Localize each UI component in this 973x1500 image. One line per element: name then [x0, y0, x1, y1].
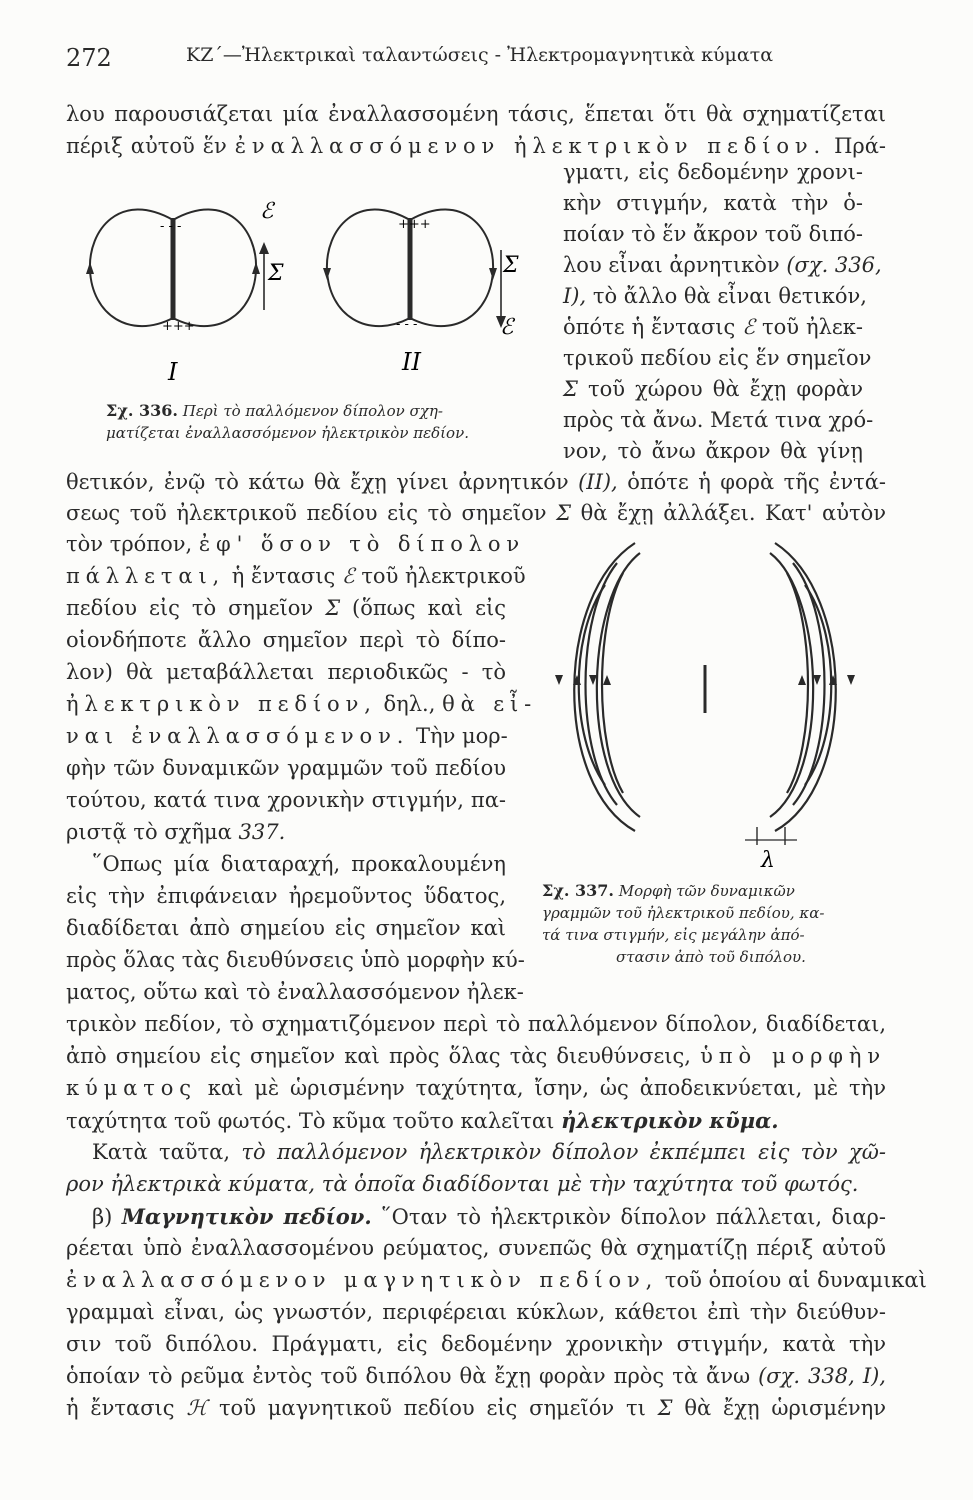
text-span: Τὴν μορ-: [415, 724, 508, 748]
text-line: λου παρουσιάζεται μία ἐναλλασσομένη τάσις, ἕπεται ὅτι θὰ σχηματίζεται: [66, 102, 886, 126]
text-span: καὶ μὲ ὡρισμένην ταχύτητα, ἴσην, ὡς ἀποδεικνύεται, μὲ τὴν: [207, 1076, 886, 1100]
text-line: [66, 1046, 886, 1067]
text-span: δηλ.,: [383, 692, 436, 716]
text-line: τρικὸν πεδίον, τὸ σχηματιζόμενον περὶ τὸ παλλόμενον δίπολον, διαδίδεται,: [66, 1012, 886, 1036]
text-line: [66, 598, 506, 619]
plus-charge-label: +++: [398, 217, 431, 232]
emphasis-text: ἠλεκτρικὸν πεδίον,: [66, 692, 377, 716]
text-span: θετικόν, ἐνῷ τὸ κάτω θὰ ἔχῃ γίνει ἀρνητικόν: [66, 470, 569, 494]
text-span: ῞Οταν τὸ ἠλεκτρικὸν δίπολον πάλλεται, διαρ-: [381, 1205, 886, 1229]
text-line: [66, 472, 886, 493]
text-span: τὸ ἄλλο θὰ εἶναι θετικόν,: [592, 284, 867, 308]
text-span: ὁπότε ἡ ἔντασις: [563, 315, 736, 339]
text-line: γματι, εἰς δεδομένην χρονι-: [563, 160, 863, 184]
text-span: Κατὰ ταῦτα,: [92, 1140, 231, 1164]
symbol-sigma: Σ: [556, 501, 572, 525]
arrow-head-down-icon: [323, 268, 331, 280]
text-line: ρον ἠλεκτρικὰ κύματα, τὰ ὁποῖα διαδίδονται μὲ τὴν ταχύτητα τοῦ φωτός.: [66, 1172, 859, 1196]
arrow-head-up-icon: [603, 675, 611, 685]
field-line-right-I: [173, 210, 256, 327]
text-span: ὁπότε ἡ φορὰ τῆς ἐντά-: [627, 470, 886, 494]
emphasis-text: ἐφ' ὅσον τὸ δίπολον: [198, 532, 526, 556]
emphasis-text: ὑπὸ μορφὴν: [700, 1044, 886, 1068]
symbol-e: ℰ: [341, 564, 355, 588]
caption-text: ματίζεται ἐναλλασσόμενον ἠλεκτρικὸν πεδίον.: [106, 424, 469, 442]
arrow-head-down-icon: [847, 675, 855, 685]
arrow-head-up-icon: [252, 262, 260, 274]
caption-text: γραμμῶν τοῦ ἠλεκτρικοῦ πεδίου, κα-: [542, 904, 825, 922]
emphasis-text: ἐναλλασσόμενον μαγνητικὸν πεδίον,: [66, 1268, 659, 1292]
text-line: διαδίδεται ἀπὸ σημείου εἰς σημεῖον καὶ: [66, 916, 506, 940]
diagram-label-I: I: [168, 358, 178, 386]
field-line-arc-right: [770, 553, 813, 817]
figure-reference: (II),: [578, 470, 618, 494]
text-span: θὰ ἔχῃ ἀλλάξει. Κατ' αὐτὸν: [580, 501, 886, 525]
diagram-label-II: II: [402, 348, 421, 376]
figure-336-diagram: [80, 190, 540, 410]
emphasis-text: ναι ἐναλλασσόμενον.: [66, 724, 410, 748]
figure-336-caption: [106, 400, 443, 422]
italic-text: τὸ παλλόμενον ἠλεκτρικὸν δίπολον ἐκπέμπει εἰς τὸν χῶ-: [241, 1140, 886, 1164]
minus-charge-label: - - -: [396, 317, 418, 332]
bold-term: Μαγνητικὸν πεδίον.: [121, 1204, 372, 1229]
text-line: [92, 1142, 886, 1163]
symbol-sigma: Σ: [268, 261, 284, 286]
text-span: τὸν τρόπον,: [66, 532, 193, 556]
bold-term: ἠλεκτρικὸν κῦμα.: [561, 1108, 779, 1133]
text-span: ὁποίαν τὸ ρεῦμα ἐντὸς τοῦ διπόλου θὰ ἔχῃ φορὰν πρὸς τὰ ἄνω: [66, 1364, 751, 1388]
caption-text: Μορφὴ τῶν δυναμικῶν: [618, 882, 795, 900]
text-line: [563, 379, 863, 400]
text-line: [563, 284, 867, 308]
text-line: σιν τοῦ διπόλου. Πράγματι, εἰς δεδομένην χρονικὴν στιγμήν, κατὰ τὴν: [66, 1332, 886, 1356]
text-span: (ὅπως καὶ εἰς: [352, 596, 506, 620]
text-line: ῞Οπως μία διαταραχή, προκαλουμένη: [92, 852, 506, 876]
text-line: [66, 1268, 927, 1292]
figure-337-caption: [542, 880, 795, 902]
text-line: ματος, οὕτω καὶ τὸ ἐναλλασσόμενον ἠλεκ-: [66, 980, 524, 1004]
caption-number: Σχ. 337.: [542, 881, 614, 900]
figure-reference: (σχ. 336,: [786, 253, 882, 277]
caption-number: Σχ. 336.: [106, 401, 178, 420]
text-span: ταχύτητα τοῦ φωτός. Τὸ κῦμα τοῦτο καλεῖται: [66, 1109, 555, 1133]
text-line: πρὸς ὅλας τὰς διευθύνσεις ὑπὸ μορφὴν κύ-: [66, 948, 525, 972]
symbol-sigma: Σ: [503, 253, 519, 278]
text-span: β): [92, 1205, 113, 1229]
text-line: τούτου, κατά τινα χρονικὴν στιγμήν, πα-: [66, 788, 506, 812]
symbol-e: ℰ: [260, 199, 274, 224]
text-line: [66, 1110, 779, 1132]
text-span: Πρά-: [834, 134, 886, 158]
symbol-h: ℋ: [186, 1396, 208, 1420]
emphasis-text: θὰ εἶ-: [442, 692, 538, 716]
text-span: τοῦ ἠλεκ-: [761, 315, 863, 339]
text-line: [66, 532, 526, 556]
emphasis-text: πάλλεται,: [66, 564, 226, 588]
arrow-head-up-icon: [86, 262, 94, 274]
arrow-head-up-icon: [798, 675, 806, 685]
running-title: ΚΖ΄—Ἠλεκτρικαὶ ταλαντώσεις - Ἠλεκτρομαγνητικὰ κύματα: [186, 44, 774, 66]
text-span: τοῦ ἠλεκτρικοῦ: [361, 564, 526, 588]
text-line: [66, 726, 506, 747]
text-line: νον, τὸ ἄνω ἄκρον θὰ γίνῃ: [563, 439, 863, 463]
text-line: [66, 1366, 886, 1387]
text-line: [66, 1078, 886, 1099]
figure-337-diagram: [545, 535, 885, 875]
symbol-e: ℰ: [742, 315, 755, 339]
text-line: ρέεται ὑπὸ ἐναλλασσομένου ρεύματος, συνεπῶς θὰ σχηματίζῃ πέριξ αὐτοῦ: [66, 1236, 886, 1260]
text-span: ἡ ἔντασις: [231, 564, 336, 588]
caption-text: Περὶ τὸ παλλόμενον δίπολον σχη-: [182, 402, 443, 420]
text-line: ποίαν τὸ ἕν ἄκρον τοῦ διπό-: [563, 222, 863, 246]
text-line: γραμμαὶ εἶναι, ὡς γνωστόν, περιφέρειαι κύκλων, κάθετοι ἐπὶ τὴν διεύθυν-: [66, 1300, 886, 1324]
text-line: [563, 253, 882, 277]
figure-reference: I),: [563, 284, 587, 308]
caption-text: τά τινα στιγμήν, εἰς μεγάλην ἀπό-: [542, 926, 805, 944]
text-span: πεδίου εἰς τὸ σημεῖον: [66, 596, 314, 620]
arrow-head-down-icon: [489, 268, 497, 280]
emphasis-text: ἐναλλασσόμενον ἠλεκτρικὸν πεδίον.: [234, 134, 827, 158]
text-line: εἰς τὴν ἐπιφάνειαν ἠρεμοῦντος ὕδατος,: [66, 884, 506, 908]
page-number: 272: [66, 44, 112, 72]
minus-charge-label: - - -: [160, 219, 182, 234]
text-line: [66, 1398, 886, 1419]
text-line: [563, 317, 863, 338]
symbol-sigma: Σ: [325, 596, 341, 620]
text-span: τοῦ χώρου θὰ ἔχῃ φορὰν: [587, 377, 863, 401]
figure-reference: (σχ. 338, I),: [758, 1364, 886, 1388]
text-line: [92, 1206, 886, 1228]
symbol-e: ℰ: [500, 315, 514, 340]
text-line: πρὸς τὰ ἄνω. Μετά τινα χρό-: [563, 408, 874, 432]
arrow-head-down-icon: [555, 675, 563, 685]
plus-charge-label: +++: [162, 319, 195, 334]
text-span: θὰ ἔχῃ ὡρισμένην: [684, 1396, 887, 1420]
text-span: ἡ ἔντασις: [66, 1396, 175, 1420]
emphasis-text: κύματος: [66, 1076, 197, 1100]
text-line: [66, 564, 526, 588]
wavelength-label: λ: [761, 848, 775, 873]
text-line: λον) θὰ μεταβάλλεται περιοδικῶς - τὸ: [66, 660, 506, 684]
symbol-sigma: Σ: [563, 377, 578, 401]
text-line: [66, 692, 538, 716]
text-span: τοῦ ὁποίου αἱ δυναμικαὶ: [664, 1268, 927, 1292]
text-span: ριστᾷ τὸ σχῆμα: [66, 820, 232, 844]
arrow-head-up-icon: [259, 242, 269, 254]
text-line: κὴν στιγμήν, κατὰ τὴν ὁ-: [563, 191, 863, 215]
caption-text: στασιν ἀπὸ τοῦ διπόλου.: [616, 948, 806, 966]
figure-reference: 337.: [238, 820, 286, 844]
symbol-sigma: Σ: [657, 1396, 673, 1420]
text-span: λου εἶναι ἀρνητικὸν: [563, 253, 780, 277]
text-line: [66, 822, 285, 843]
text-span: ἀπὸ σημείου εἰς σημεῖον καὶ πρὸς ὅλας τὰς διευθύνσεις,: [66, 1044, 691, 1068]
text-line: οἱονδήποτε ἄλλο σημεῖον περὶ τὸ δίπο-: [66, 628, 506, 652]
text-span: τοῦ μαγνητικοῦ πεδίου εἰς σημεῖόν τι: [218, 1396, 646, 1420]
text-span: σεως τοῦ ἠλεκτρικοῦ πεδίου εἰς τὸ σημεῖον: [66, 501, 547, 525]
text-line: τρικοῦ πεδίου εἰς ἕν σημεῖον: [563, 346, 872, 370]
text-line: [66, 503, 886, 524]
text-line: φὴν τῶν δυναμικῶν γραμμῶν τοῦ πεδίου: [66, 756, 506, 780]
text-span: πέριξ αὐτοῦ ἕν: [66, 134, 227, 158]
text-line: [66, 136, 886, 157]
